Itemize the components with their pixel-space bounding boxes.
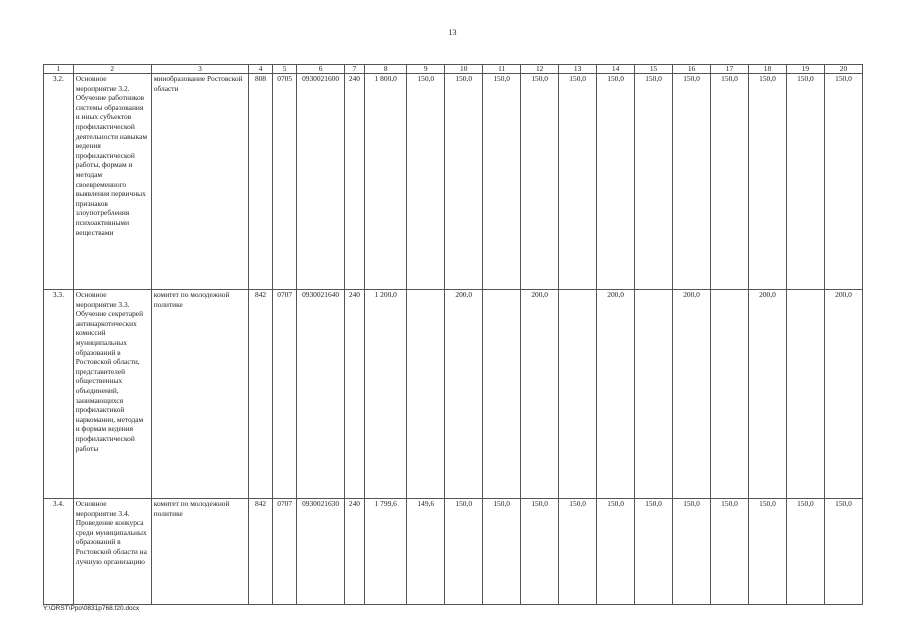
value-cell: 150,0 [748,499,786,605]
value-cell: 150,0 [559,499,597,605]
value-cell: 150,0 [786,499,824,605]
value-cell: 150,0 [597,74,635,290]
expense-type-code: 240 [344,499,365,605]
value-cell: 150,0 [597,499,635,605]
value-cell: 200,0 [673,290,711,499]
value-cell: 150,0 [673,74,711,290]
value-cell: 1 799,6 [365,499,407,605]
column-number: 7 [344,65,365,74]
value-cell: 150,0 [673,499,711,605]
value-cell: 200,0 [824,290,862,499]
row-number: 3.2. [44,74,74,290]
executor: комитет по молодежной политике [151,499,249,605]
expense-type-code: 240 [344,74,365,290]
column-number: 18 [748,65,786,74]
executor: минобразование Ростовской области [151,74,249,290]
section-code: 0705 [272,74,297,290]
value-cell: 150,0 [483,499,521,605]
column-number: 19 [786,65,824,74]
value-cell [483,290,521,499]
column-number: 13 [559,65,597,74]
value-cell: 150,0 [635,499,673,605]
target-code: 0930021640 [297,290,344,499]
column-number: 14 [597,65,635,74]
column-number: 8 [365,65,407,74]
column-number: 17 [711,65,749,74]
value-cell: 200,0 [597,290,635,499]
page-number: 13 [448,28,457,37]
column-number: 10 [445,65,483,74]
column-number: 2 [73,65,151,74]
column-number: 5 [272,65,297,74]
value-cell: 150,0 [445,74,483,290]
expense-type-code: 240 [344,290,365,499]
value-cell: 150,0 [635,74,673,290]
value-cell: 200,0 [748,290,786,499]
section-code: 0707 [272,290,297,499]
value-cell: 150,0 [711,499,749,605]
value-cell [786,290,824,499]
budget-table [43,64,863,605]
column-number: 9 [407,65,445,74]
value-cell: 150,0 [445,499,483,605]
value-cell: 150,0 [824,499,862,605]
grbs-code: 808 [249,74,273,290]
file-path-footer: Y:\ORST\Ppo\0831p768.f20.docx [43,605,140,612]
value-cell [559,290,597,499]
column-number: 3 [151,65,249,74]
value-cell: 150,0 [407,74,445,290]
column-number: 12 [521,65,559,74]
value-cell: 150,0 [483,74,521,290]
value-cell: 150,0 [521,499,559,605]
row-number: 3.3. [44,290,74,499]
value-cell [407,290,445,499]
value-cell [711,290,749,499]
target-code: 0930021630 [297,499,344,605]
column-number: 6 [297,65,344,74]
column-number: 16 [673,65,711,74]
column-number: 15 [635,65,673,74]
value-cell: 150,0 [824,74,862,290]
activity-name: Основное мероприятие 3.2. Обучение работников системы образования и иных субъектов профилактической деятельности навыкам ведения профилактической работы, формам и методам своевременного выявления первичных признаков злоупотребления психоактивными веществами [73,74,151,290]
column-number: 4 [249,65,273,74]
value-cell: 149,6 [407,499,445,605]
value-cell: 200,0 [445,290,483,499]
column-number: 11 [483,65,521,74]
table-row [44,290,863,499]
value-cell: 200,0 [521,290,559,499]
grbs-code: 842 [249,290,273,499]
value-cell: 150,0 [559,74,597,290]
value-cell: 150,0 [521,74,559,290]
executor: комитет по молодежной политике [151,290,249,499]
column-number: 1 [44,65,74,74]
value-cell: 1 200,0 [365,290,407,499]
value-cell [635,290,673,499]
grbs-code: 842 [249,499,273,605]
value-cell: 150,0 [786,74,824,290]
value-cell: 1 800,0 [365,74,407,290]
row-number: 3.4. [44,499,74,605]
value-cell: 150,0 [711,74,749,290]
table-row [44,74,863,290]
column-number: 20 [824,65,862,74]
column-number-row [44,65,863,74]
value-cell: 150,0 [748,74,786,290]
section-code: 0707 [272,499,297,605]
target-code: 0930021600 [297,74,344,290]
activity-name: Основное мероприятие 3.3. Обучение секретарей антинаркотических комиссий муниципальных образований в Ростовской области, представителей общественных объединений, занимающихся профилактикой наркомании, методам и формам ведения профилактической работы [73,290,151,499]
table-row [44,499,863,605]
activity-name: Основное мероприятие 3.4. Проведение конкурса среди муниципальных образований в Ростовской области на лучшую организацию [73,499,151,605]
